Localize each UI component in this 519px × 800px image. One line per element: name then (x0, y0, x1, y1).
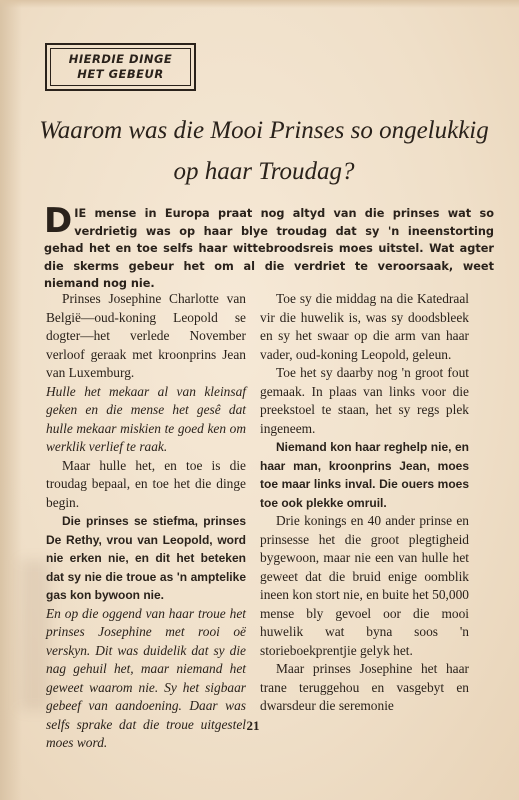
right-paragraph-3: Niemand kon haar reghelp nie, en haar man, kroonprins Jean, moes toe maar links inval. Die ouers moes toe ook plekke omruil. (260, 440, 469, 510)
right-paragraph-2: Toe het sy daarby nog 'n groot fout gemaak. In plaas van links voor die preekstoel te staan, het sy regs plek ingeneem. (260, 365, 469, 436)
left-paragraph-2: Hulle het mekaar al van kleinsaf geken en die mense het gesê dat hulle mekaar miskien te goed ken om werklik verlief te raak. (46, 383, 246, 454)
section-label-line-2: HET GEBEUR (77, 67, 164, 81)
section-label-box (45, 43, 196, 91)
left-paragraph-3: Maar hulle het, en toe is die troudag bepaal, en toe het die dinge begin. (46, 457, 246, 510)
right-paragraph-1: Toe sy die middag na die Katedraal vir die huwelik is, was sy doodsbleek en sy het swaar op die arm van haar vader, oud-koning Leopold, geleun. (260, 291, 469, 362)
left-paragraph-1: Prinses Josephine Charlotte van België—oud-koning Leopold se dogter—het verlede November verloof geraak met kroonprins Jean van Luxemburg. (46, 291, 246, 380)
right-paragraph-4: Drie konings en 40 ander prinse en prinsesse het die groot plegtigheid bygewoon, maar nie een van hulle het geweet dat die bruid enige oomblik ineen kon stort nie, en buite het 50,000 mense bly gevoel oor die mooi huwelik wat byna soos 'n storieboekprentjie gelyk het. (260, 513, 469, 658)
left-paragraph-4: Die prinses se stiefma, prinses De Rethy, vrou van Leopold, word nie erken nie, en dit het beteken dat sy nie die troue as 'n amptelike gas kon bywoon nie. (46, 514, 246, 602)
title-line-2: op haar Troudag? (173, 158, 355, 185)
left-column (46, 290, 246, 753)
right-column (260, 290, 469, 716)
page-shadow-top (0, 0, 519, 8)
right-paragraph-5: Maar prinses Josephine het haar trane teruggehou en vasgebyt en dwarsdeur die seremonie (260, 661, 469, 713)
left-paragraph-5: En op die oggend van haar troue het prinses Josephine met rooi oë verskyn. Dit was duidelik dat sy die nag gehuil het, maar niemand het geweet waarom nie. Sy het sigbaar gebeef van aandoening. Daar was selfs sprake dat die troue uitgestel moes word. (46, 605, 246, 750)
intro-text: IE mense in Europa praat nog altyd van die prinses wat so verdrietig was op haar blye troudag dat sy 'n ineenstorting gehad het en toe selfs haar wittebroodsreis moes uitstel. Wat agter die skerms gebeur het om al die verdriet te veroorsaak, weet niemand nog nie. (44, 207, 494, 290)
drop-cap: D (44, 201, 73, 241)
page-number: 21 (246, 718, 260, 733)
title-line-1: Waarom was die Mooi Prinses so ongelukkig (39, 117, 489, 144)
article-title (34, 110, 494, 192)
section-label-line-1: HIERDIE DINGE (68, 52, 173, 66)
intro-paragraph (44, 201, 494, 293)
page-shadow-left (0, 0, 22, 800)
